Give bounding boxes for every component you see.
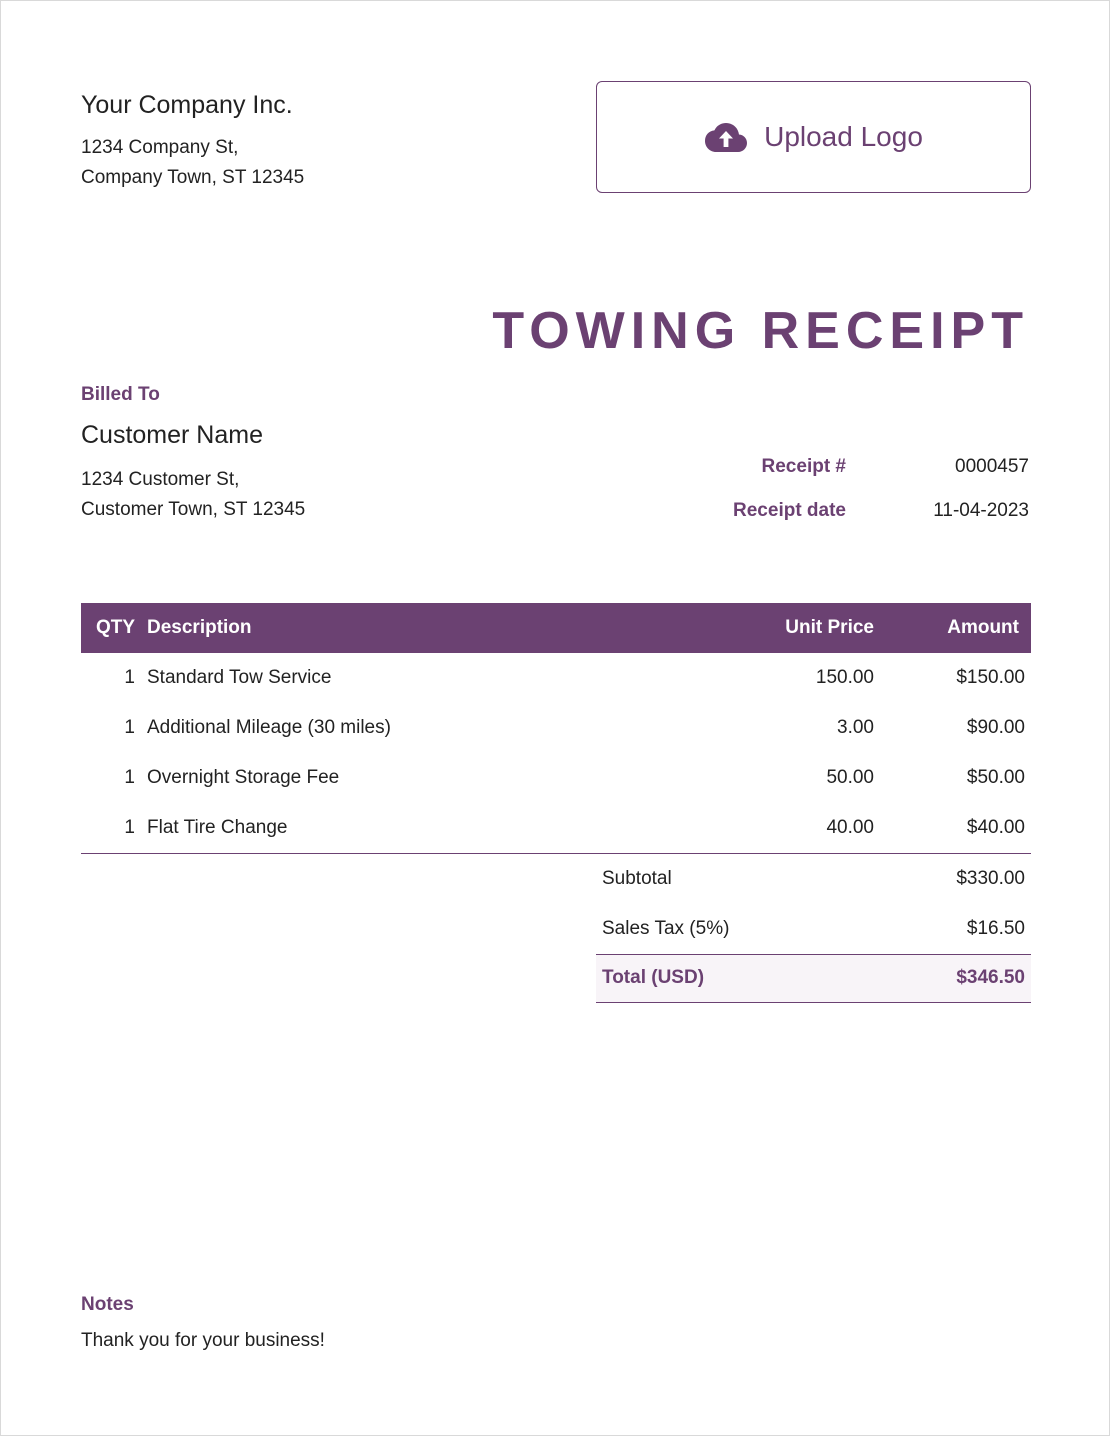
receipt-date-label: Receipt date xyxy=(733,500,846,521)
subtotal-value: $330.00 xyxy=(956,868,1025,889)
total-value: $346.50 xyxy=(872,954,1031,1002)
notes-text: Thank you for your business! xyxy=(81,1330,325,1351)
receipt-date-value: 11-04-2023 xyxy=(933,500,1029,521)
row-qty: 1 xyxy=(124,717,135,738)
total-row xyxy=(596,954,1031,1002)
row-amount: $50.00 xyxy=(966,767,1025,788)
row-unit-price: 3.00 xyxy=(837,717,874,738)
table-row xyxy=(81,803,1031,853)
company-name: Your Company Inc. xyxy=(81,91,293,119)
receipt-number-label: Receipt # xyxy=(761,456,846,477)
company-address-line1: 1234 Company St, xyxy=(81,137,239,158)
totals-table xyxy=(596,854,1031,1003)
row-amount: $90.00 xyxy=(966,717,1025,738)
row-unit-price: 150.00 xyxy=(815,667,874,688)
document-title: TOWING RECEIPT xyxy=(492,302,1029,360)
row-description: Overnight Storage Fee xyxy=(147,767,340,788)
table-header-row xyxy=(81,603,1031,653)
subtotal-row xyxy=(596,854,1031,904)
row-description: Flat Tire Change xyxy=(147,803,666,853)
row-amount: $150.00 xyxy=(956,667,1025,688)
line-items-table xyxy=(81,603,1031,854)
tax-label: Sales Tax (5%) xyxy=(602,917,730,939)
customer-address-line1: 1234 Customer St, xyxy=(81,469,240,490)
tax-row xyxy=(596,904,1031,954)
company-address xyxy=(81,133,304,193)
upload-logo-button[interactable] xyxy=(596,81,1031,193)
table-row xyxy=(81,753,1031,803)
row-unit-price: 50.00 xyxy=(826,767,874,788)
row-unit-price: 40.00 xyxy=(666,803,886,853)
header-unit-price: Unit Price xyxy=(785,617,874,638)
total-label: Total (USD) xyxy=(596,954,872,1002)
header-description: Description xyxy=(147,617,252,638)
company-address-line2: Company Town, ST 12345 xyxy=(81,167,305,188)
customer-address-line2: Customer Town, ST 12345 xyxy=(81,499,306,520)
table-row xyxy=(81,653,1031,703)
row-amount: $40.00 xyxy=(886,803,1031,853)
cloud-upload-icon xyxy=(704,121,748,153)
subtotal-label: Subtotal xyxy=(602,868,672,889)
row-qty: 1 xyxy=(124,667,135,688)
billed-to-label: Billed To xyxy=(81,384,160,405)
row-qty: 1 xyxy=(81,803,147,853)
upload-logo-label: Upload Logo xyxy=(764,121,923,152)
table-row xyxy=(81,703,1031,753)
tax-value: $16.50 xyxy=(966,917,1025,939)
row-description: Standard Tow Service xyxy=(147,667,332,688)
header-qty: QTY xyxy=(95,617,135,638)
header-amount: Amount xyxy=(947,617,1019,638)
row-description: Additional Mileage (30 miles) xyxy=(147,717,391,738)
customer-address xyxy=(81,465,305,525)
row-qty: 1 xyxy=(124,767,135,788)
receipt-number-value: 0000457 xyxy=(955,456,1029,477)
notes-label: Notes xyxy=(81,1294,134,1315)
customer-name: Customer Name xyxy=(81,421,263,449)
